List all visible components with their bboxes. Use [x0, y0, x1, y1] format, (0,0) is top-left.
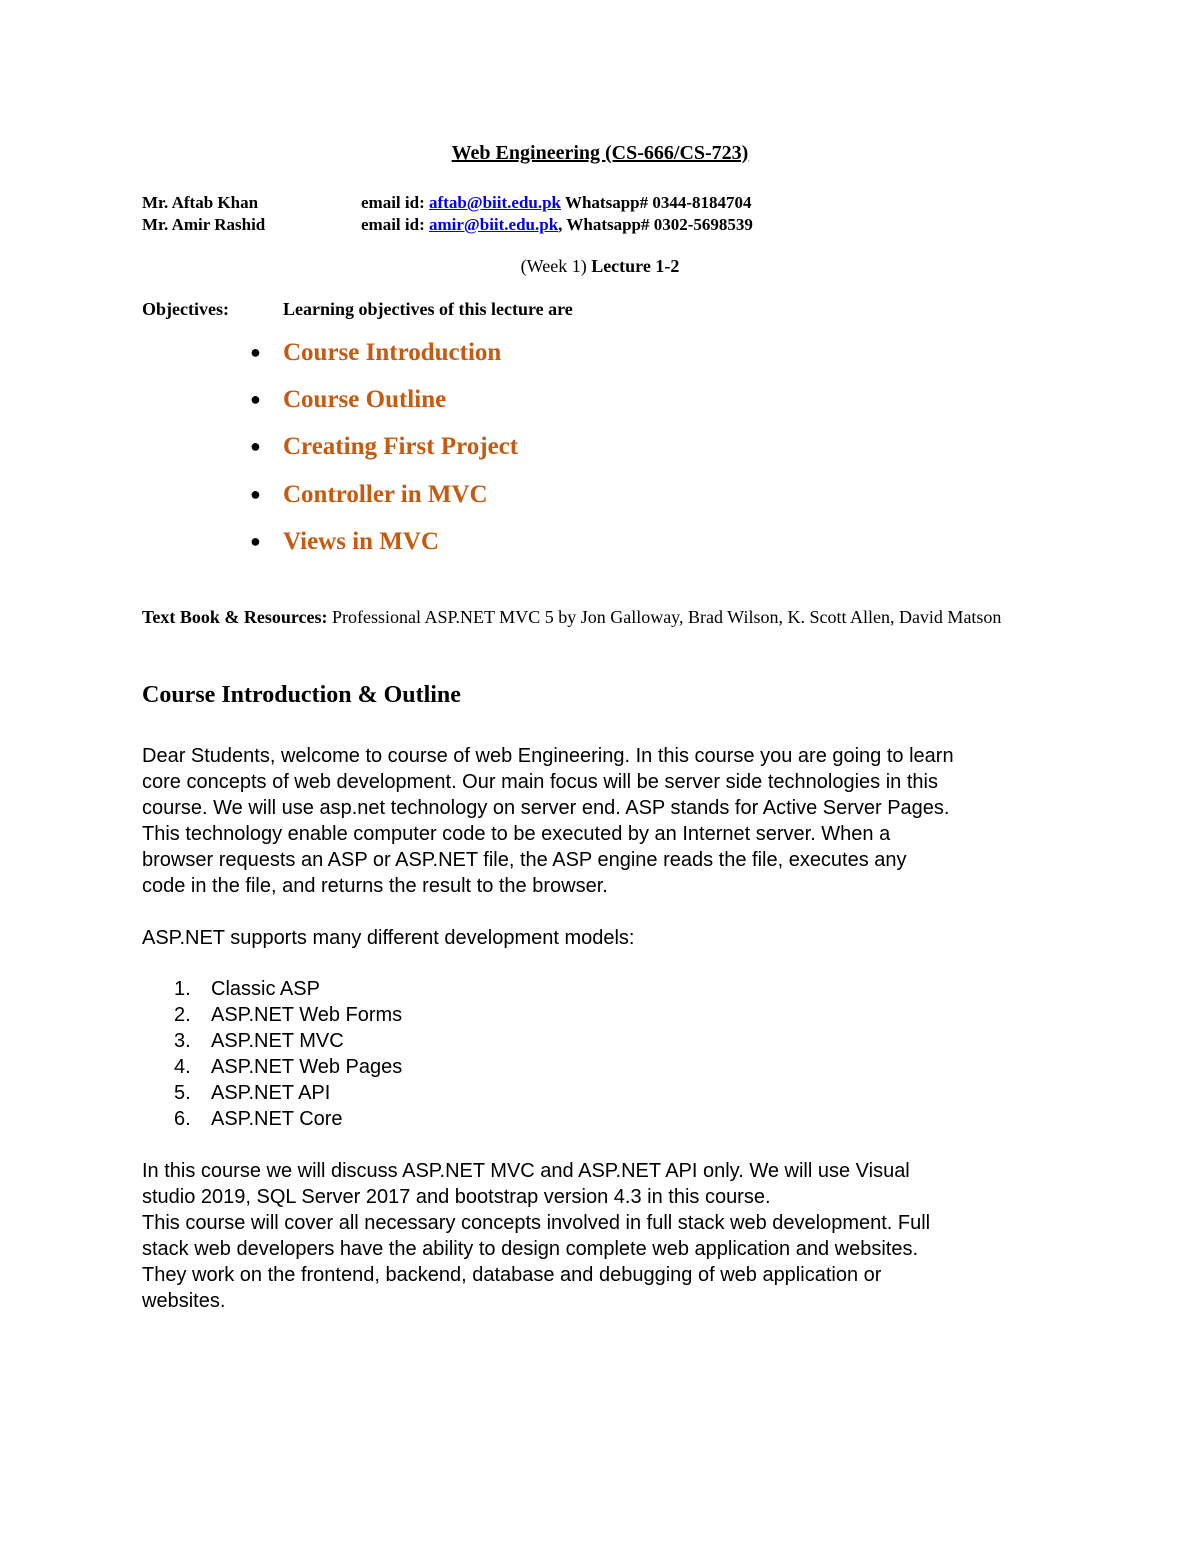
week-label: (Week 1) [520, 256, 587, 276]
paragraph-line: In this course we will discuss ASP.NET MVC and ASP.NET API only. We will use Visual [142, 1160, 910, 1182]
email-link[interactable]: aftab@biit.edu.pk [429, 193, 562, 212]
instructor-name-1: Mr. Aftab Khan [142, 193, 259, 212]
paragraph-line: They work on the frontend, backend, database and debugging of web application or [142, 1264, 882, 1286]
paragraph-line: browser requests an ASP or ASP.NET file, the ASP engine reads the file, executes any [142, 849, 907, 871]
objective-item: ● Controller in MVC [250, 481, 488, 508]
list-item: 4. ASP.NET Web Pages [174, 1056, 403, 1078]
instructor-name-2: Mr. Amir Rashid [142, 215, 266, 234]
models-intro: ASP.NET supports many different development models: [142, 927, 635, 949]
textbook-label: Text Book & Resources: [142, 607, 328, 627]
section-heading: Course Introduction & Outline [142, 682, 461, 708]
closing-paragraph [142, 1158, 1082, 1314]
objectives-label: Objectives: [142, 299, 229, 319]
textbook-text: Professional ASP.NET MVC 5 by Jon Galloway, Brad Wilson, K. Scott Allen, David Matson [327, 607, 1002, 627]
week-lecture [0, 256, 1200, 277]
list-item: 3. ASP.NET MVC [174, 1030, 344, 1052]
paragraph-line: core concepts of web development. Our main focus will be server side technologies in this [142, 771, 938, 793]
list-item: 6. ASP.NET Core [174, 1108, 343, 1130]
paragraph-line: Dear Students, welcome to course of web Engineering. In this course you are going to learn [142, 745, 954, 767]
objective-item: ● Views in MVC [250, 528, 440, 555]
objective-item: ● Creating First Project [250, 433, 519, 460]
paragraph-line: stack web developers have the ability to design complete web application and websites. [142, 1238, 919, 1260]
document-title: Web Engineering (CS-666/CS-723) [451, 142, 749, 164]
paragraph-line: This course will cover all necessary concepts involved in full stack web development. Full [142, 1212, 931, 1234]
email-prefix: email id: [361, 193, 429, 212]
paragraph-line: This technology enable computer code to be executed by an Internet server. When a [142, 823, 891, 845]
bullet-icon: ● [250, 388, 261, 409]
email-prefix: email id: [361, 215, 429, 234]
intro-paragraph [142, 743, 1082, 899]
list-item: 5. ASP.NET API [174, 1082, 331, 1104]
bullet-icon: ● [250, 341, 261, 362]
objective-item: ● Course Outline [250, 386, 447, 413]
bullet-icon: ● [250, 483, 261, 504]
paragraph-line: studio 2019, SQL Server 2017 and bootstrap version 4.3 in this course. [142, 1186, 771, 1208]
textbook-resources [142, 604, 1072, 630]
objective-item: ● Course Introduction [250, 339, 502, 366]
list-item: 2. ASP.NET Web Forms [174, 1004, 403, 1026]
list-item: 1. Classic ASP [174, 978, 320, 1000]
instructor-contact-1 [361, 193, 752, 213]
paragraph-line: websites. [142, 1290, 226, 1312]
bullet-icon: ● [250, 435, 261, 456]
email-link[interactable]: amir@biit.edu.pk [429, 215, 559, 234]
whatsapp-number: Whatsapp# 0344-8184704 [561, 193, 752, 212]
instructor-contact-2 [361, 215, 753, 235]
paragraph-line: code in the file, and returns the result to the browser. [142, 875, 608, 897]
bullet-icon: ● [250, 530, 261, 551]
lecture-label: Lecture 1-2 [591, 256, 680, 276]
whatsapp-number: , Whatsapp# 0302-5698539 [558, 215, 753, 234]
objectives-intro: Learning objectives of this lecture are [283, 299, 573, 319]
paragraph-line: course. We will use asp.net technology on server end. ASP stands for Active Server Pages. [142, 797, 950, 819]
